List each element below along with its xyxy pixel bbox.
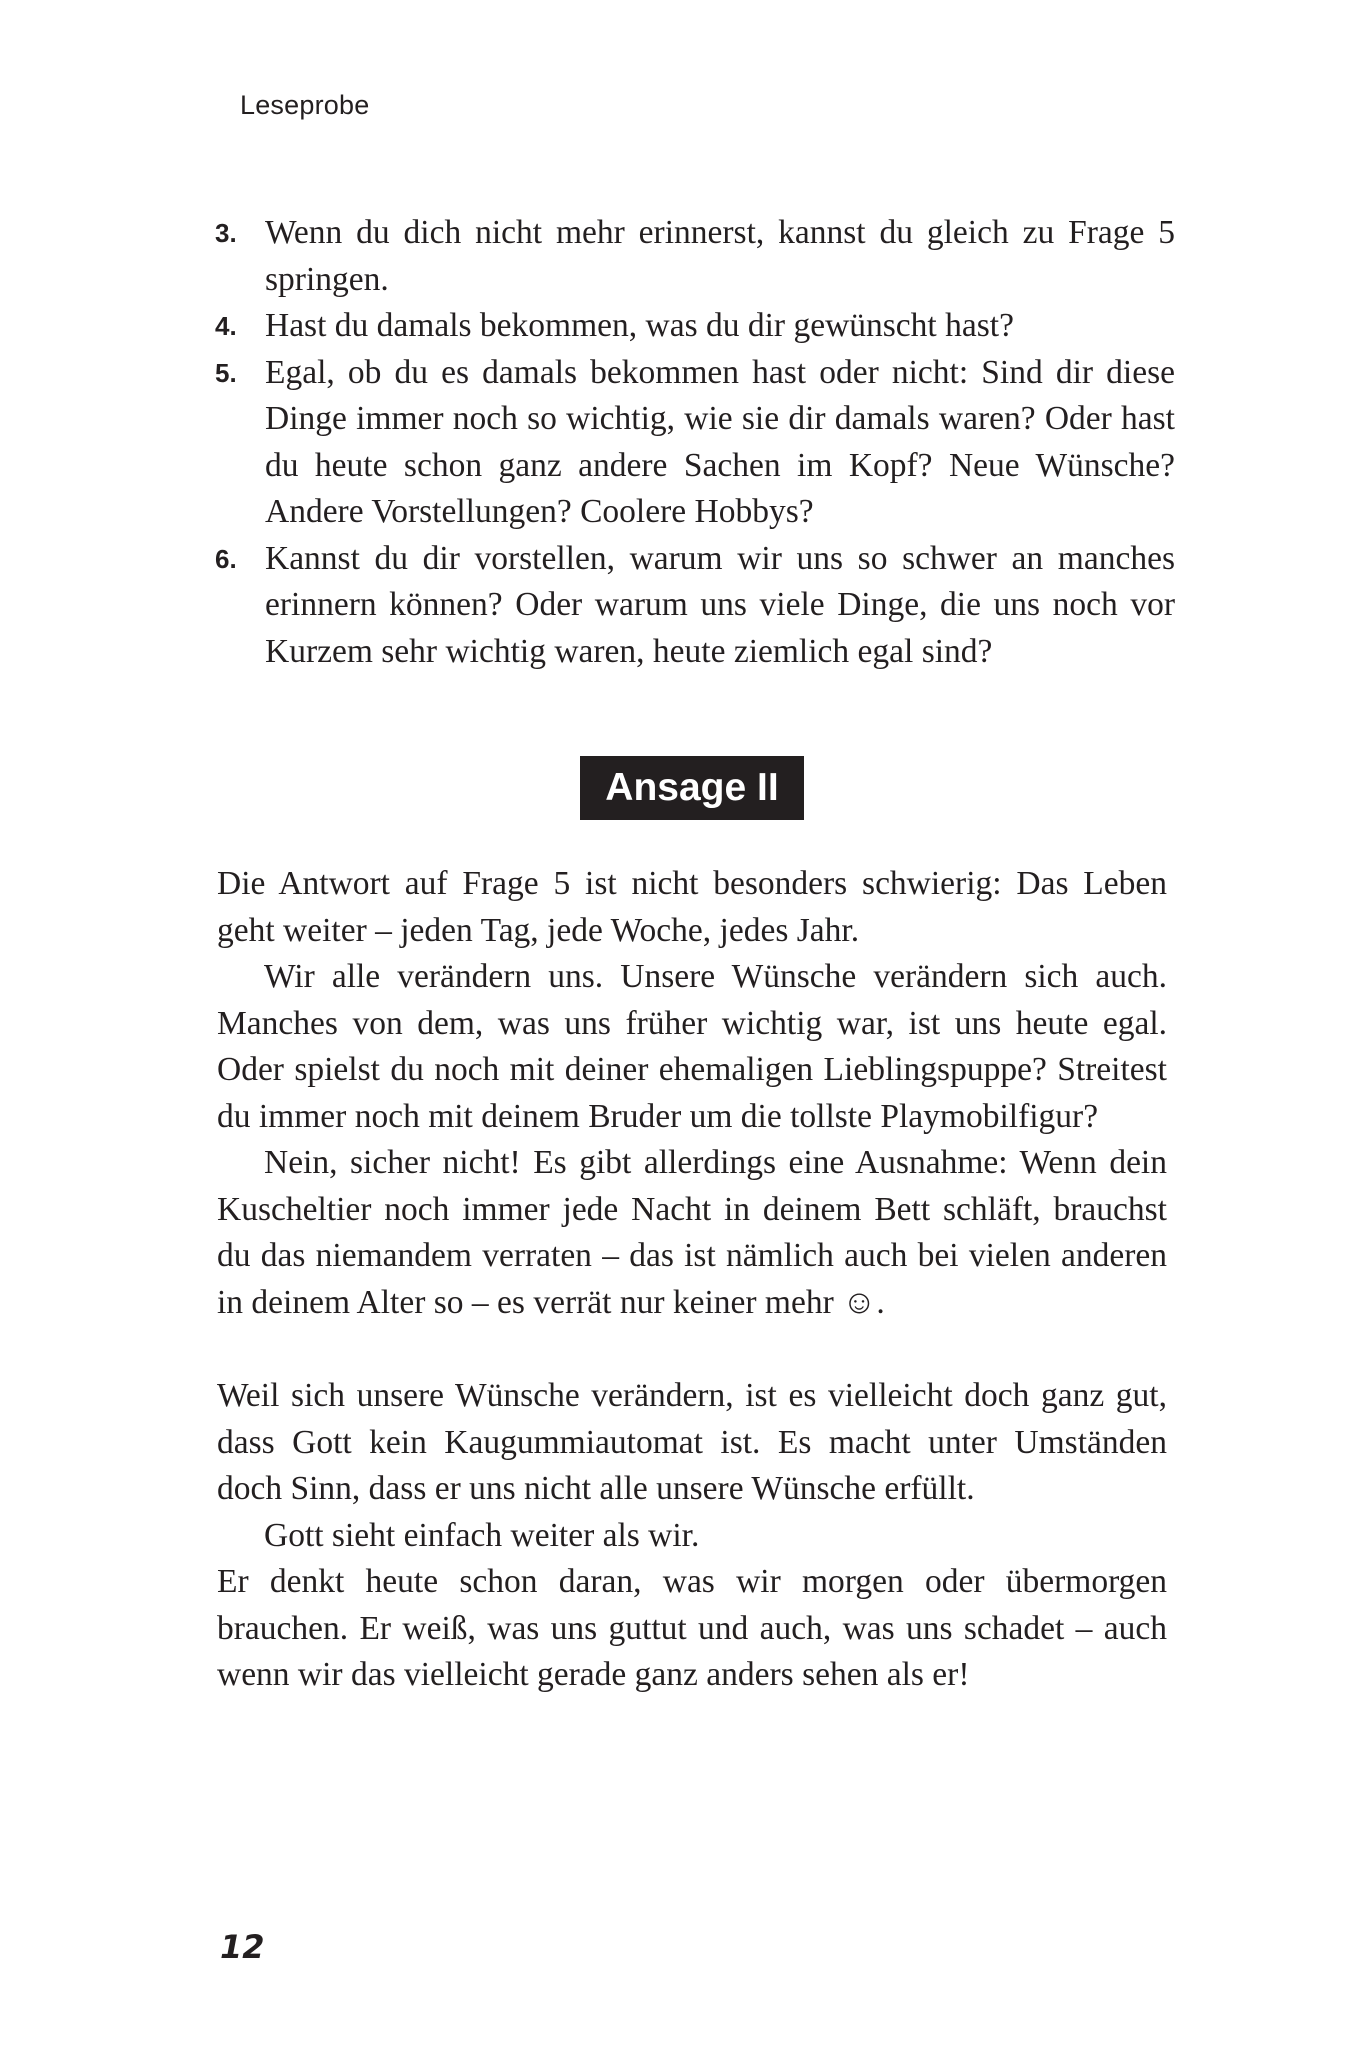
page-number: 12 <box>220 1928 265 1966</box>
question-number: 4. <box>215 311 237 341</box>
question-item <box>215 536 1175 676</box>
paragraph: Wir alle verändern uns. Unsere Wünsche verändern sich auch. Manches von dem, was uns früher wichtig war, ist uns heute egal. Oder spielst du noch mit deiner ehemaligen Lieblingspuppe? Streitest du immer noch mit deinem Bruder um die tollste Playmobilfigur? <box>217 958 1167 1135</box>
question-text: Wenn du dich nicht mehr erinnerst, kannst du gleich zu Frage 5 springen. <box>265 214 1175 298</box>
section-heading: Ansage II <box>580 756 804 820</box>
question-item <box>215 303 1175 350</box>
question-number: 3. <box>215 218 237 248</box>
question-list <box>215 210 1175 675</box>
paragraph: Weil sich unsere Wünsche verändern, ist es vielleicht doch ganz gut, dass Gott kein Kaugummiautomat ist. Es macht unter Umständen doch Sinn, dass er uns nicht alle unsere Wünsche erfüllt. <box>217 1377 1167 1507</box>
question-text: Hast du damals bekommen, was du dir gewünscht hast? <box>265 307 1014 344</box>
text-block-conclusion <box>217 1373 1167 1699</box>
text-block-answer <box>217 861 1167 1326</box>
question-item <box>215 210 1175 303</box>
question-text: Kannst du dir vorstellen, warum wir uns so schwer an manches erinnern können? Oder warum uns viele Dinge, die uns noch vor Kurzem sehr wichtig waren, heute ziemlich egal sind? <box>265 539 1175 670</box>
paragraph: Nein, sicher nicht! Es gibt allerdings eine Ausnahme: Wenn dein Kuscheltier noch immer jede Nacht in deinem Bett schläft, brauchst du das niemandem verraten – das ist nämlich auch bei vielen anderen in deinem Alter so – es verrät nur keiner mehr ☺. <box>217 1144 1167 1321</box>
question-number: 5. <box>215 357 237 388</box>
question-item <box>215 350 1175 536</box>
question-text: Egal, ob du es damals bekommen hast oder nicht: Sind dir diese Dinge immer noch so wichtig, wie sie dir damals waren? Oder hast du heute schon ganz andere Sachen im Kopf? Neue Wünsche? Andere Vorstellungen? Coolere Hobbys? <box>265 353 1175 530</box>
paragraph: Gott sieht einfach weiter als wir. <box>264 1516 700 1554</box>
question-number: 6. <box>215 543 237 574</box>
paragraph: Er denkt heute schon daran, was wir morgen oder übermorgen brauchen. Er weiß, was uns guttut und auch, was uns schadet – auch wenn wir das vielleicht gerade ganz anders sehen als er! <box>217 1563 1167 1693</box>
running-header: Leseprobe <box>240 90 370 120</box>
paragraph: Die Antwort auf Frage 5 ist nicht besonders schwierig: Das Leben geht weiter – jeden Tag, jede Woche, jedes Jahr. <box>217 865 1167 949</box>
